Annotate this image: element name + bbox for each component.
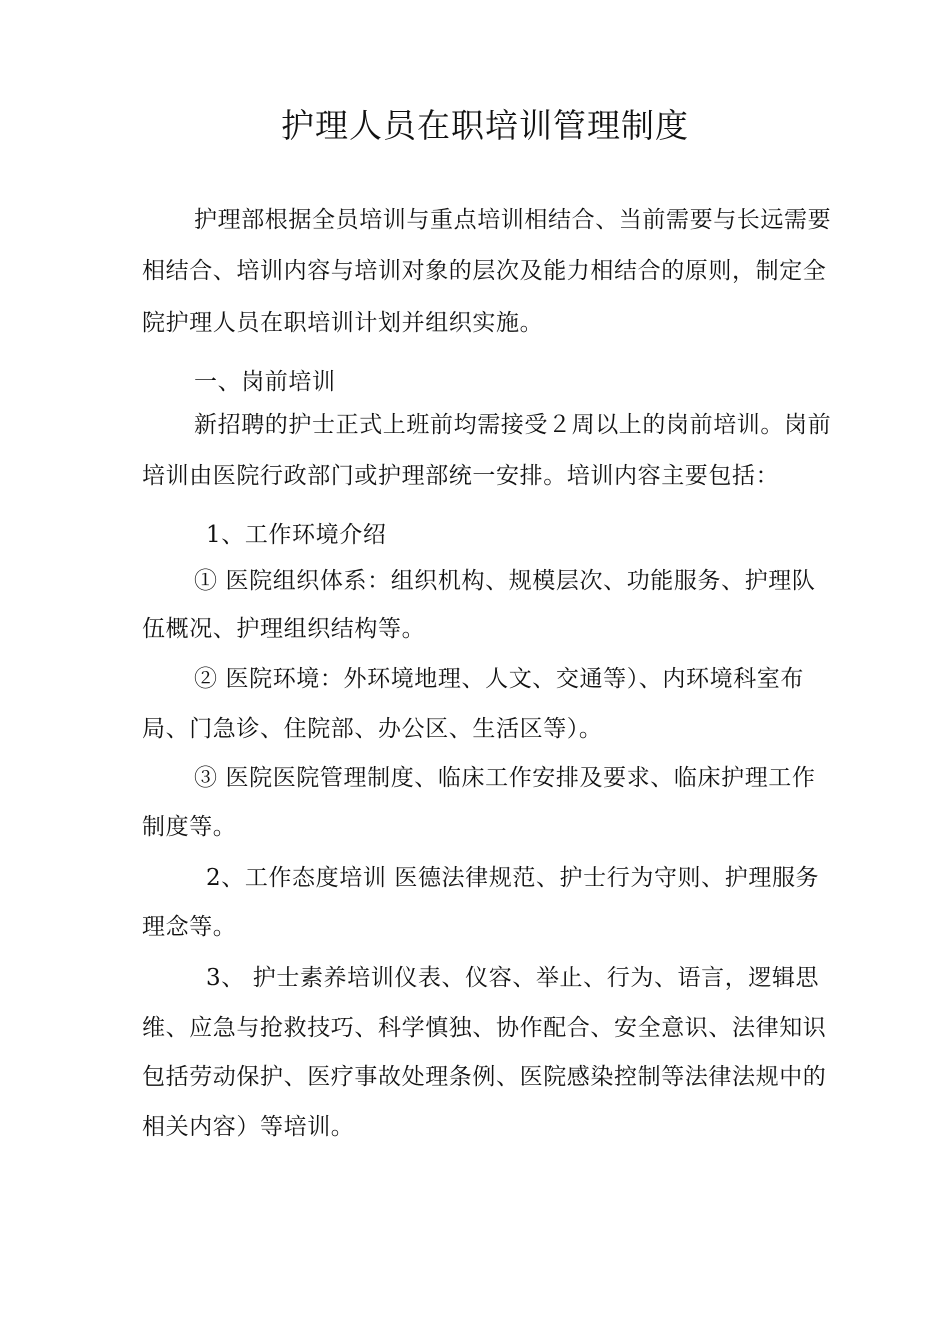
list-item-line: ② 医院环境：外环境地理、人文、交通等）、内环境科室布 — [194, 666, 805, 692]
paragraph-line: 相结合、培训内容与培训对象的层次及能力相结合的原则，制定全 — [142, 258, 827, 284]
list-item-line: ③ 医院医院管理制度、临床工作安排及要求、临床护理工作 — [194, 765, 816, 791]
subsection-heading: 1、工作环境介绍 — [206, 522, 387, 548]
paragraph-line: 护理部根据全员培训与重点培训相结合、当前需要与长远需要 — [194, 207, 832, 233]
subsection-line: 2、工作态度培训 医德法律规范、护士行为守则、护理服务 — [206, 865, 820, 891]
paragraph-line: 理念等。 — [142, 914, 237, 940]
paragraph-line: 包括劳动保护、医疗事故处理条例、医院感染控制等法律法规中的 — [142, 1064, 827, 1090]
paragraph-line: 新招聘的护士正式上班前均需接受２周以上的岗前培训。岗前 — [194, 412, 832, 438]
list-item-line: 伍概况、护理组织结构等。 — [142, 616, 426, 642]
section-heading: 一、岗前培训 — [194, 369, 336, 395]
paragraph-line: 院护理人员在职培训计划并组织实施。 — [142, 310, 544, 336]
paragraph-line: 维、应急与抢救技巧、科学慎独、协作配合、安全意识、法律知识 — [142, 1015, 827, 1041]
list-item-line: 局、门急诊、住院部、办公区、生活区等）。 — [142, 716, 603, 742]
paragraph-line: 培训由医院行政部门或护理部统一安排。培训内容主要包括： — [142, 463, 780, 489]
paragraph-line: 相关内容）等培训。 — [142, 1114, 355, 1140]
document-title: 护理人员在职培训管理制度 — [281, 106, 689, 145]
list-item-line: ① 医院组织体系：组织机构、规模层次、功能服务、护理队 — [194, 568, 816, 594]
list-item-line: 制度等。 — [142, 814, 237, 840]
subsection-line: 3、 护士素养培训仪表、仪容、举止、行为、语言，逻辑思 — [206, 965, 820, 991]
